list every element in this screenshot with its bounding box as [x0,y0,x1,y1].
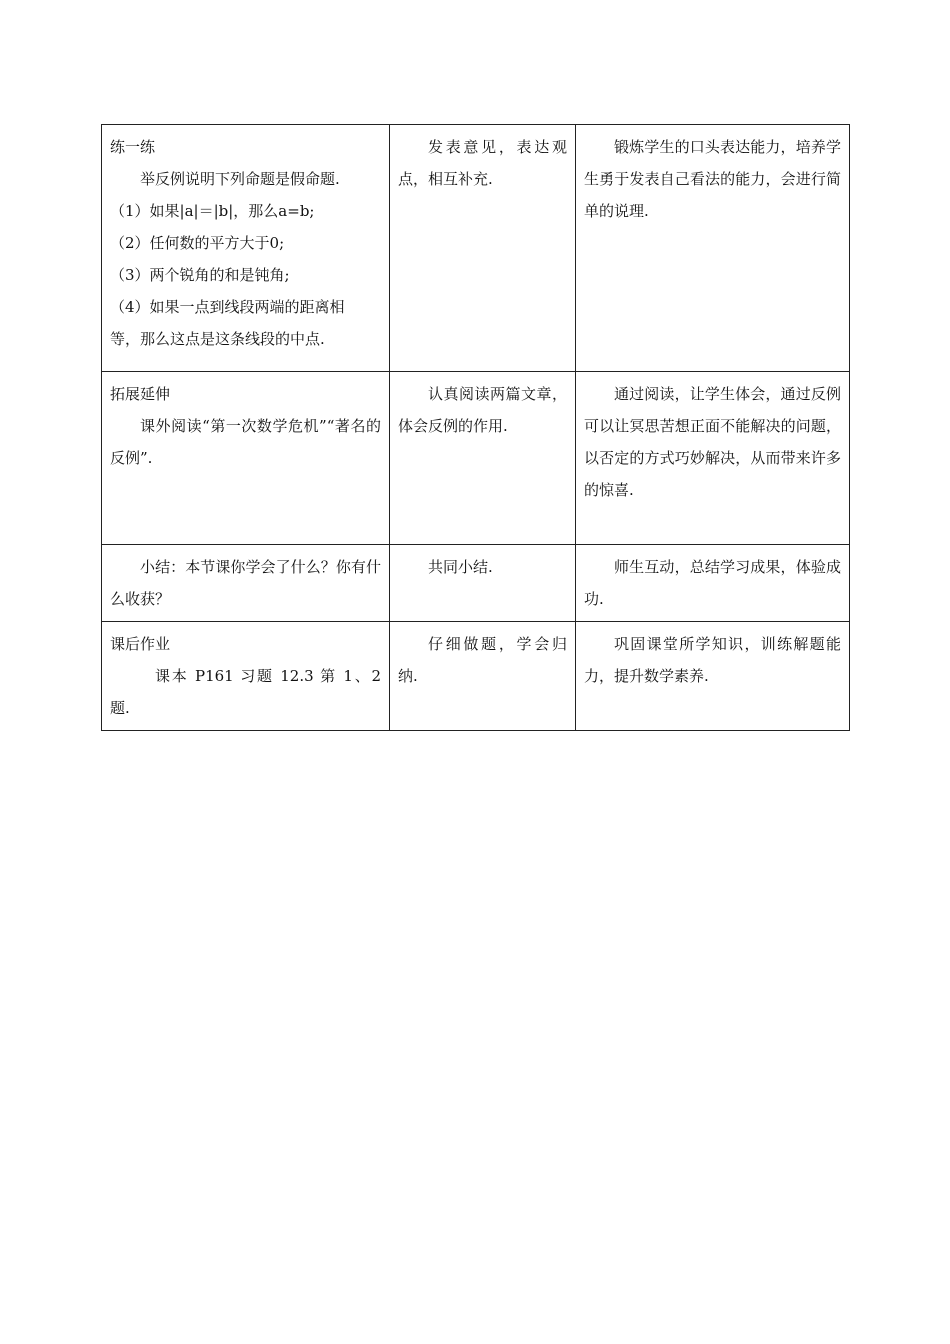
practice-item-4a: （4）如果一点到线段两端的距离相 [110,298,345,316]
section-title-homework: 课后作业 [110,635,171,653]
student-activity-cell [390,545,576,622]
student-activity-text: 认真阅读两篇文章，体会反例的作用. [398,385,567,435]
practice-item-2: （2）任何数的平方大于0; [110,234,285,252]
design-purpose-cell [576,545,850,622]
table-row-summary [102,545,850,622]
student-activity-text: 发表意见，表达观点，相互补充. [398,138,567,188]
practice-intro: 举反例说明下列命题是假命题. [140,170,340,188]
design-purpose-text: 巩固课堂所学知识，训练解题能力，提升数学素养. [584,635,841,685]
design-purpose-cell [576,125,850,372]
design-purpose-cell [576,622,850,731]
practice-item-1: （1）如果|a|＝|b|，那么a=b; [110,202,315,220]
design-purpose-text: 通过阅读，让学生体会，通过反例可以让冥思苦想正面不能解决的问题，以否定的方式巧妙解决，从而带来许多的惊喜. [584,385,841,499]
activity-cell [102,545,390,622]
practice-item-3: （3）两个锐角的和是钝角; [110,266,290,284]
table-row-extension [102,372,850,545]
student-activity-text: 仔细做题，学会归纳. [398,635,567,685]
student-activity-cell [390,372,576,545]
table-row-practice [102,125,850,372]
table-row-homework [102,622,850,731]
section-title-practice: 练一练 [110,138,156,156]
practice-item-4b: 等，那么这点是这条线段的中点. [110,330,325,348]
homework-body: 课本 P161 习题 12.3 第 1、2 题. [110,667,381,717]
design-purpose-cell [576,372,850,545]
student-activity-text: 共同小结. [428,558,493,576]
activity-cell [102,622,390,731]
design-purpose-text: 师生互动，总结学习成果，体验成功. [584,558,841,608]
student-activity-cell [390,622,576,731]
summary-body: 小结：本节课你学会了什么？你有什么收获？ [110,558,381,608]
activity-cell [102,125,390,372]
student-activity-cell [390,125,576,372]
activity-cell [102,372,390,545]
extension-body: 课外阅读“第一次数学危机”“著名的反例”. [110,417,381,467]
design-purpose-text: 锻炼学生的口头表达能力，培养学生勇于发表自己看法的能力，会进行简单的说理. [584,138,841,220]
section-title-extension: 拓展延伸 [110,385,171,403]
lesson-plan-table [101,124,850,731]
